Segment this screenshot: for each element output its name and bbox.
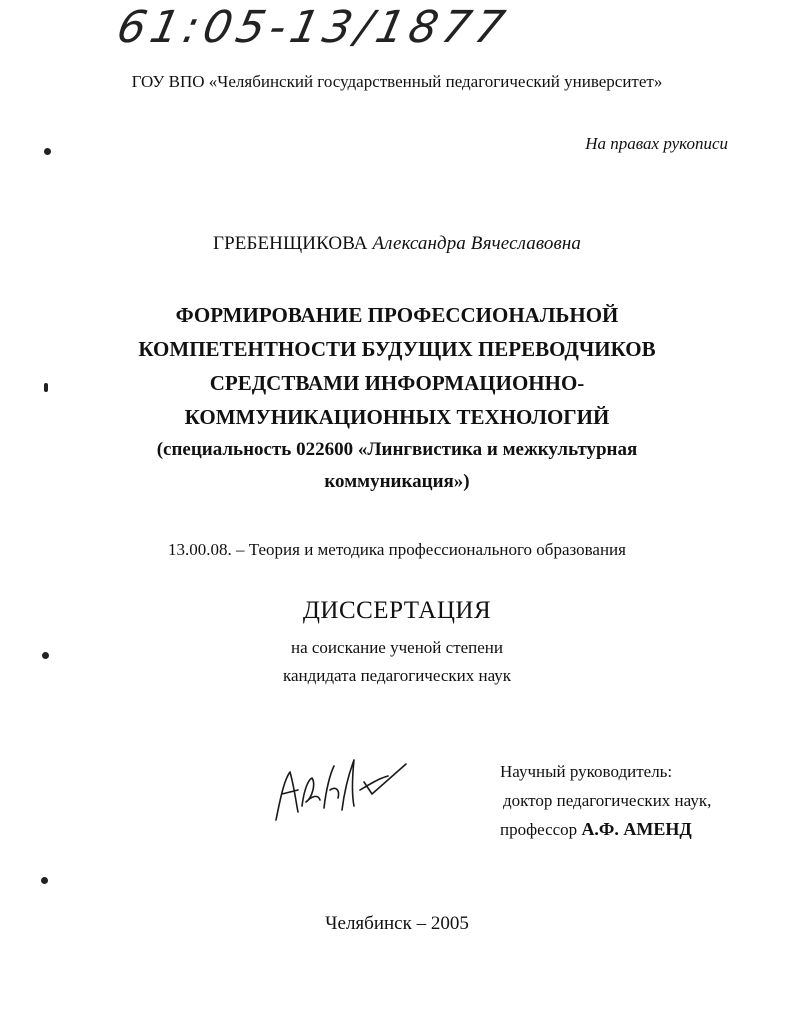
- binding-hole-mark: [42, 652, 49, 659]
- supervisor-block: [500, 757, 711, 844]
- author-given-names: Александра Вячеславовна: [372, 233, 581, 254]
- organization-name: ГОУ ВПО «Челябинский государственный педагогический университет»: [131, 72, 663, 91]
- dissertation-title: [0, 298, 794, 498]
- degree-line-2: кандидата педагогических наук: [282, 666, 512, 685]
- binding-hole-mark: [44, 148, 51, 155]
- specialty-line: коммуникация»): [324, 471, 470, 492]
- binding-hole-mark: [41, 877, 48, 884]
- title-line: ФОРМИРОВАНИЕ ПРОФЕССИОНАЛЬНОЙ: [175, 303, 619, 327]
- archive-stamp-number: 61:05-13/1877: [112, 2, 514, 53]
- manuscript-note: На правах рукописи: [585, 134, 728, 153]
- degree-line-1: на соискание ученой степени: [290, 638, 504, 657]
- supervisor-title-name: [500, 815, 711, 844]
- city-year: Челябинск – 2005: [325, 913, 469, 934]
- supervisor-label: Научный руководитель:: [500, 762, 673, 781]
- document-type: ДИССЕРТАЦИЯ: [302, 597, 492, 624]
- author-surname: ГРЕБЕНЩИКОВА: [213, 233, 368, 254]
- title-line: КОМПЕТЕНТНОСТИ БУДУЩИХ ПЕРЕВОДЧИКОВ: [138, 337, 656, 361]
- binding-hole-mark: [44, 383, 48, 392]
- title-line: СРЕДСТВАМИ ИНФОРМАЦИОННО-: [209, 371, 585, 395]
- specialty-line: (специальность 022600 «Лингвистика и межкультурная: [156, 439, 638, 460]
- supervisor-name: А.Ф. АМЕНД: [581, 819, 692, 839]
- supervisor-degree: доктор педагогических наук,: [503, 791, 712, 810]
- specialty-code: 13.00.08. – Теория и методика профессионального образования: [168, 540, 626, 559]
- handwritten-signature: [268, 750, 418, 830]
- author-name: [0, 233, 794, 255]
- title-line: КОММУНИКАЦИОННЫХ ТЕХНОЛОГИЙ: [184, 405, 610, 429]
- supervisor-title: профессор: [500, 820, 578, 839]
